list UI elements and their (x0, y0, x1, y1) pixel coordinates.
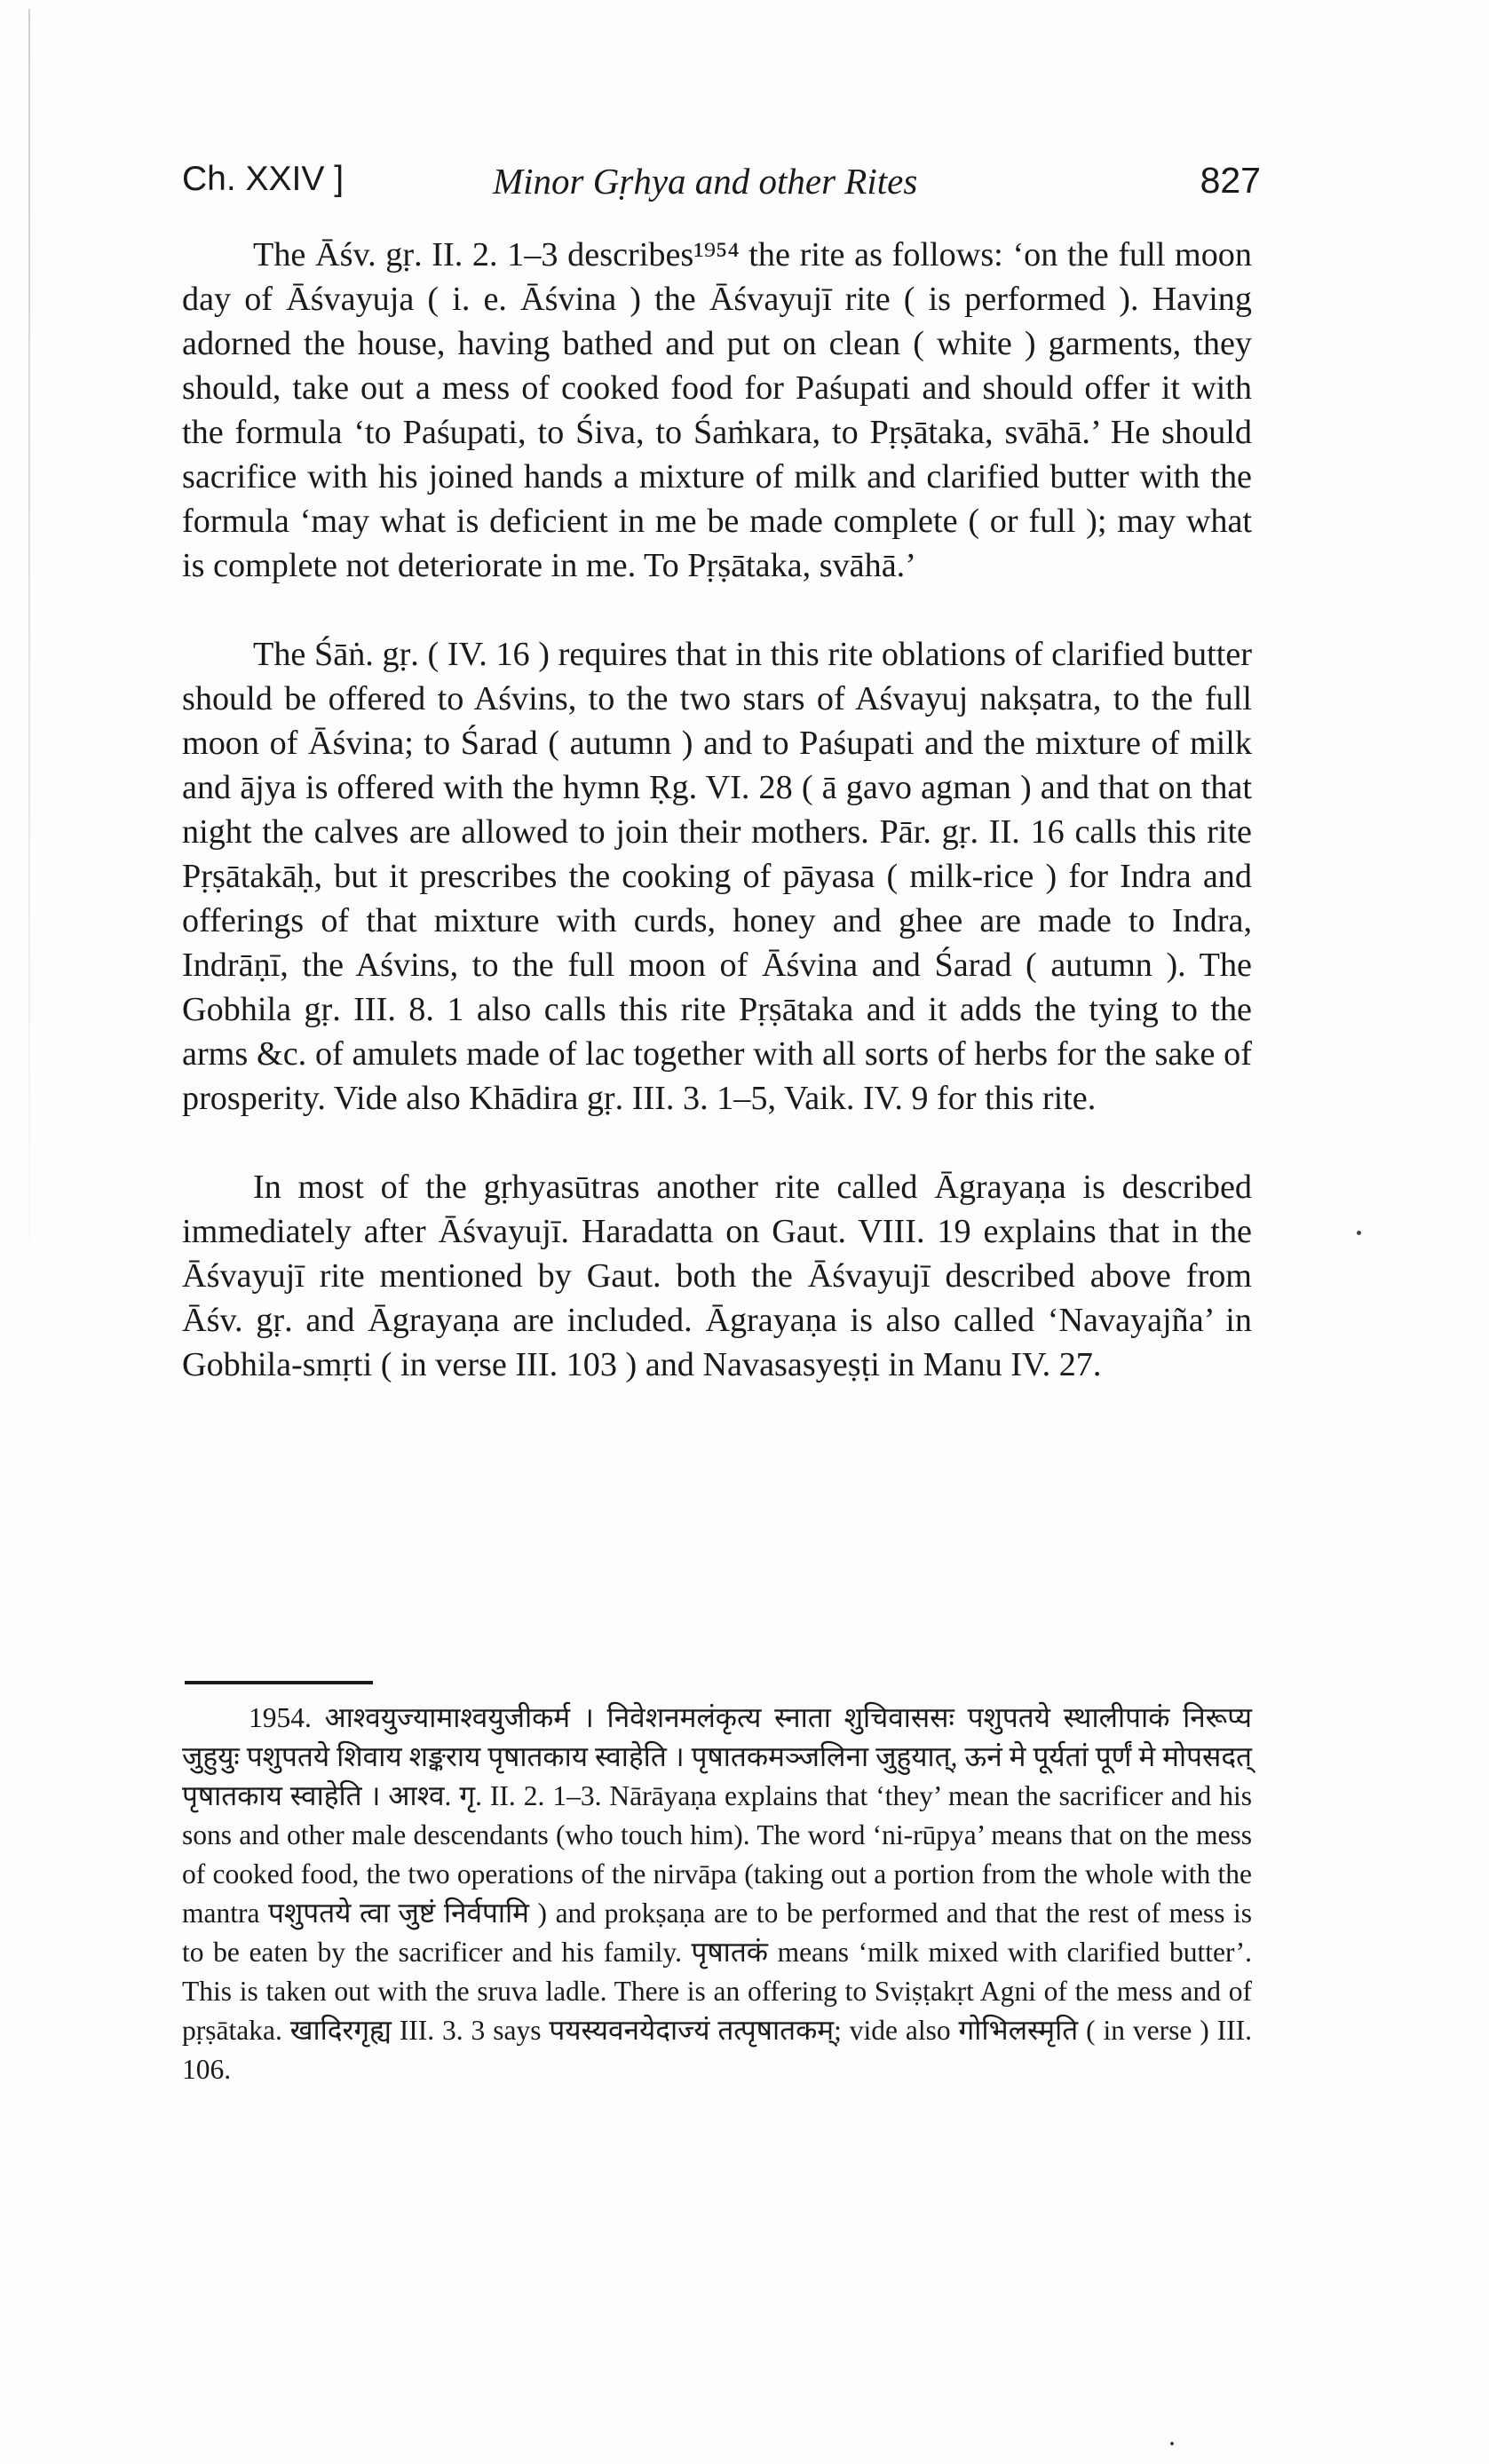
scan-speck (1357, 1231, 1361, 1235)
running-header (182, 160, 1261, 213)
scan-margin-line (28, 9, 30, 1341)
running-title: Minor Gṛhya and other Rites (493, 161, 918, 202)
scan-speck (1170, 2442, 1174, 2445)
footnote-separator (185, 1681, 373, 1684)
page-number: 827 (1200, 160, 1261, 201)
footnote-number: 1954. (249, 1702, 312, 1733)
paragraph-agrayana: In most of the gṛhyasūtras another rite called Āgrayaṇa is described immediately after Āśvayujī. Haradatta on Gaut. VIII. 19 explains that in the Āśvayujī rite mentioned by Gaut. both the Āśvayujī described above from Āśv. gṛ. and Āgrayaṇa are included. Āgrayaṇa is also called ‘Navayajña’ in Gobhila-smṛti ( in verse III. 103 ) and Navasasyeṣṭi in Manu IV. 27. (182, 1169, 1252, 1383)
paragraph-asvayuji-rite: The Āśv. gṛ. II. 2. 1–3 describes¹⁹⁵⁴ the rite as follows: ‘on the full moon day of Āśvayuja ( i. e. Āśvina ) the Āśvayujī rite ( is performed ). Having adorned the house, having bathed and put on clean ( white ) garments, they should, take out a mess of cooked food for Paśupati and should offer it with the formula ‘to Paśupati, to Śiva, to Śaṁkara, to Pṛṣātaka, svāhā.’ He should sacrifice with his joined hands a mixture of milk and clarified butter with the formula ‘may what is deficient in me be made complete ( or full ); may what is complete not deteriorate in me. To Pṛṣātaka, svāhā.’ (182, 236, 1252, 584)
main-text (182, 233, 1252, 1431)
footnote-1954 (182, 1699, 1252, 2089)
footnote-paragraph (182, 1699, 1252, 2089)
chapter-label: Ch. XXIV ] (182, 160, 345, 198)
footnote-text: आश्वयुज्यामाश्वयुजीकर्म । निवेशनमलंकृत्य स्नाता शुचिवाससः पशुपतये स्थालीपाकं निरूप्य जुहुयुः पशुपतये शिवाय शङ्कराय पृषातकाय स्वाहेति । पृषातकमञ्जलिना जुहुयात्, ऊनं मे पूर्यतां पूर्णं मे मोपसदत् पृषातकाय स्वाहेति । आश्व. गृ. II. 2. 1–3. Nārāyaṇa explains that ‘they’ mean the sacrificer and his sons and other male descendants (who touch him). The word ‘ni-rūpya’ means that on the mess of cooked food, the two operations of the nirvāpa (taking out a portion from the whole with the mantra पशुपतये त्वा जुष्टं निर्वपामि ) and prokṣaṇa are to be performed and that the rest of mess is to be eaten by the sacrificer and his family. पृषातकं means ‘milk mixed with clarified butter’. This is taken out with the sruva ladle. There is an offering to Sviṣṭakṛt Agni of the mess and of pṛṣātaka. खादिरगृह्य III. 3. 3 says पयस्यवनयेदाज्यं तत्पृषातकम्; vide also गोभिलस्मृति ( in verse ) III. 106. (182, 1702, 1252, 2085)
paragraph-sankhayana-description: The Śāṅ. gṛ. ( IV. 16 ) requires that in this rite oblations of clarified butter should be offered to Aśvins, to the two stars of Aśvayuj nakṣatra, to the full moon of Āśvina; to Śarad ( autumn ) and to Paśupati and the mixture of milk and ājya is offered with the hymn Ṛg. VI. 28 ( ā gavo agman ) and that on that night the calves are allowed to join their mothers. Pār. gṛ. II. 16 calls this rite Pṛṣātakāḥ, but it prescribes the cooking of pāyasa ( milk-rice ) for Indra and offerings of that mixture with curds, honey and ghee are made to Indra, Indrāṇī, the Aśvins, to the full moon of Āśvina and Śarad ( autumn ). The Gobhila gṛ. III. 8. 1 also calls this rite Pṛṣātaka and it adds the tying to the arms &c. of amulets made of lac together with all sorts of herbs for the sake of prosperity. Vide also Khādira gṛ. III. 3. 1–5, Vaik. IV. 9 for this rite. (182, 636, 1252, 1117)
